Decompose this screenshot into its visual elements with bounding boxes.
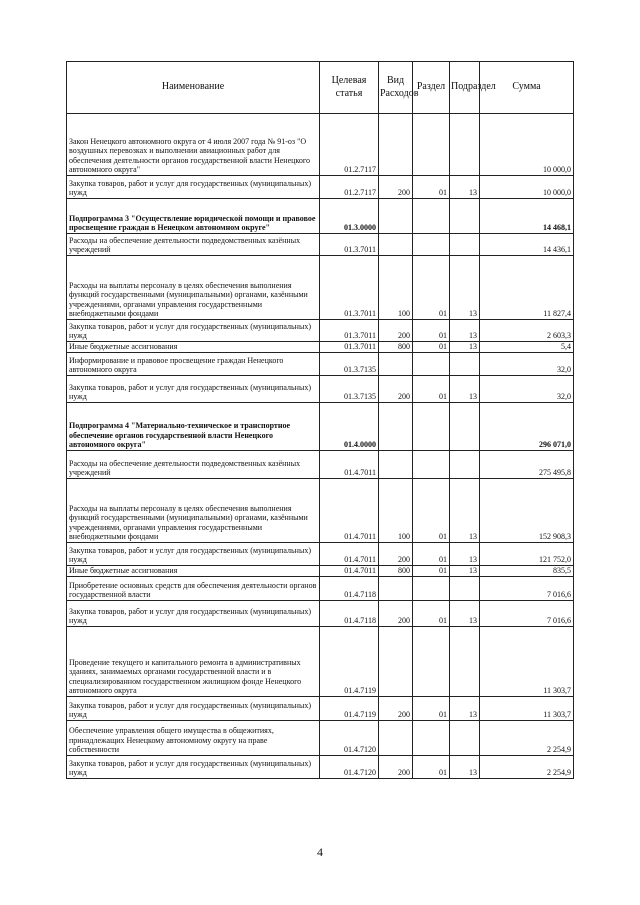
cell-subsection: 13	[450, 320, 480, 342]
cell-name: Расходы на выплаты персоналу в целях обеспечения выполнения функций государственными (муниципальными) органами, казёнными учреждениями, органами управления государственными внебюджетными фондами	[67, 256, 320, 320]
cell-sum: 7 016,6	[480, 601, 574, 627]
cell-type: 200	[379, 697, 413, 721]
table-row	[67, 756, 574, 779]
cell-section: 01	[413, 566, 450, 577]
cell-type	[379, 577, 413, 601]
cell-type: 200	[379, 376, 413, 403]
table-row	[67, 199, 574, 234]
cell-name: Информирование и правовое просвещение граждан Ненецкого автономного округа	[67, 353, 320, 376]
cell-sum: 14 468,1	[480, 199, 574, 234]
cell-subsection: 13	[450, 376, 480, 403]
cell-sum: 11 303,7	[480, 697, 574, 721]
cell-code: 01.3.7135	[320, 376, 379, 403]
table-row	[67, 479, 574, 543]
header-name: Наименование	[67, 62, 320, 114]
cell-sum: 10 000,0	[480, 176, 574, 199]
cell-code: 01.4.7118	[320, 577, 379, 601]
table-row	[67, 451, 574, 479]
cell-code: 01.3.7011	[320, 342, 379, 353]
table-row	[67, 721, 574, 756]
cell-name: Приобретение основных средств для обеспечения деятельности органов государственной власти	[67, 577, 320, 601]
cell-name: Расходы на выплаты персоналу в целях обеспечения выполнения функций государственными (муниципальными) органами, казёнными учреждениями, органами управления государственными внебюджетными фондами	[67, 479, 320, 543]
budget-table	[66, 61, 574, 779]
cell-name: Расходы на обеспечение деятельности подведомственных казённых учреждений	[67, 451, 320, 479]
cell-subsection: 13	[450, 342, 480, 353]
cell-type: 100	[379, 479, 413, 543]
cell-sum: 835,5	[480, 566, 574, 577]
cell-sum: 2 254,9	[480, 721, 574, 756]
cell-subsection: 13	[450, 601, 480, 627]
table-row	[67, 342, 574, 353]
cell-type: 100	[379, 256, 413, 320]
table-row	[67, 566, 574, 577]
cell-name: Закупка товаров, работ и услуг для государственных (муниципальных) нужд	[67, 543, 320, 566]
cell-section	[413, 234, 450, 256]
cell-code: 01.3.7011	[320, 320, 379, 342]
table-row	[67, 376, 574, 403]
cell-type	[379, 234, 413, 256]
cell-section	[413, 114, 450, 176]
cell-sum: 2 254,9	[480, 756, 574, 779]
cell-name: Закупка товаров, работ и услуг для государственных (муниципальных) нужд	[67, 756, 320, 779]
cell-code: 01.3.7011	[320, 234, 379, 256]
cell-section: 01	[413, 756, 450, 779]
cell-subsection: 13	[450, 176, 480, 199]
cell-subsection	[450, 234, 480, 256]
table-row	[67, 256, 574, 320]
cell-type	[379, 627, 413, 697]
cell-name: Расходы на обеспечение деятельности подведомственных казённых учреждений	[67, 234, 320, 256]
cell-code: 01.4.7011	[320, 566, 379, 577]
cell-section: 01	[413, 376, 450, 403]
cell-sum: 14 436,1	[480, 234, 574, 256]
cell-type	[379, 353, 413, 376]
cell-subsection	[450, 403, 480, 451]
cell-name: Иные бюджетные ассигнования	[67, 566, 320, 577]
cell-sum: 11 827,4	[480, 256, 574, 320]
cell-name: Иные бюджетные ассигнования	[67, 342, 320, 353]
cell-subsection	[450, 199, 480, 234]
cell-section: 01	[413, 320, 450, 342]
cell-code: 01.4.7119	[320, 627, 379, 697]
cell-code: 01.4.7011	[320, 479, 379, 543]
cell-sum: 5,4	[480, 342, 574, 353]
cell-type	[379, 114, 413, 176]
cell-subsection	[450, 577, 480, 601]
cell-subsection: 13	[450, 543, 480, 566]
header-type: Вид Расходов	[379, 62, 413, 114]
cell-code: 01.4.7011	[320, 543, 379, 566]
cell-name: Проведение текущего и капитального ремонта в административных зданиях, занимаемых органами государственной власти и в специализированном государственном жилищном фонде Ненецкого автономного округа	[67, 627, 320, 697]
cell-section: 01	[413, 697, 450, 721]
cell-code: 01.2.7117	[320, 114, 379, 176]
cell-name: Закупка товаров, работ и услуг для государственных (муниципальных) нужд	[67, 697, 320, 721]
table-row	[67, 577, 574, 601]
cell-subsection: 13	[450, 256, 480, 320]
cell-section	[413, 577, 450, 601]
cell-section	[413, 451, 450, 479]
cell-section	[413, 627, 450, 697]
cell-subsection: 13	[450, 479, 480, 543]
cell-type: 800	[379, 342, 413, 353]
cell-type: 200	[379, 176, 413, 199]
cell-section: 01	[413, 176, 450, 199]
cell-sum: 10 000,0	[480, 114, 574, 176]
cell-type: 200	[379, 320, 413, 342]
table-row	[67, 320, 574, 342]
cell-name: Закупка товаров, работ и услуг для государственных (муниципальных) нужд	[67, 601, 320, 627]
cell-name: Закупка товаров, работ и услуг для государственных (муниципальных) нужд	[67, 376, 320, 403]
cell-type	[379, 199, 413, 234]
cell-subsection: 13	[450, 756, 480, 779]
cell-name: Закон Ненецкого автономного округа от 4 июля 2007 года № 91-оз "О воздушных перевозках и выполнении авиационных работ для обеспечения деятельности органов государственной власти Ненецкого автономного округа"	[67, 114, 320, 176]
cell-section	[413, 721, 450, 756]
table-body	[67, 114, 574, 779]
cell-section: 01	[413, 342, 450, 353]
cell-type	[379, 403, 413, 451]
table-header-row	[67, 62, 574, 114]
header-sum: Сумма	[480, 62, 574, 114]
cell-code: 01.4.0000	[320, 403, 379, 451]
cell-section: 01	[413, 543, 450, 566]
table-row	[67, 543, 574, 566]
cell-code: 01.4.7120	[320, 756, 379, 779]
cell-subsection	[450, 451, 480, 479]
cell-section: 01	[413, 601, 450, 627]
cell-code: 01.3.7135	[320, 353, 379, 376]
cell-section	[413, 353, 450, 376]
cell-name: Подпрограмма 4 "Материально-техническое и транспортное обеспечение органов государственной власти Ненецкого автономного округа"	[67, 403, 320, 451]
cell-code: 01.3.0000	[320, 199, 379, 234]
cell-code: 01.4.7118	[320, 601, 379, 627]
table-row	[67, 601, 574, 627]
cell-sum: 7 016,6	[480, 577, 574, 601]
cell-sum: 152 908,3	[480, 479, 574, 543]
cell-type	[379, 451, 413, 479]
cell-sum: 2 603,3	[480, 320, 574, 342]
cell-subsection	[450, 114, 480, 176]
cell-code: 01.4.7119	[320, 697, 379, 721]
cell-sum: 32,0	[480, 376, 574, 403]
cell-sum: 296 071,0	[480, 403, 574, 451]
cell-code: 01.4.7120	[320, 721, 379, 756]
header-code: Целевая статья	[320, 62, 379, 114]
cell-subsection	[450, 627, 480, 697]
table-row	[67, 176, 574, 199]
cell-section: 01	[413, 256, 450, 320]
cell-code: 01.3.7011	[320, 256, 379, 320]
table-row	[67, 114, 574, 176]
table-row	[67, 697, 574, 721]
cell-type: 800	[379, 566, 413, 577]
table-row	[67, 627, 574, 697]
header-section: Раздел	[413, 62, 450, 114]
cell-type: 200	[379, 756, 413, 779]
cell-sum: 11 303,7	[480, 627, 574, 697]
cell-subsection: 13	[450, 697, 480, 721]
cell-type	[379, 721, 413, 756]
cell-section: 01	[413, 479, 450, 543]
cell-code: 01.4.7011	[320, 451, 379, 479]
cell-type: 200	[379, 543, 413, 566]
cell-subsection: 13	[450, 566, 480, 577]
cell-section	[413, 403, 450, 451]
cell-name: Подпрограмма 3 "Осуществление юридической помощи и правовое просвещение граждан в Ненецком автономном округе"	[67, 199, 320, 234]
cell-subsection	[450, 721, 480, 756]
cell-name: Закупка товаров, работ и услуг для государственных (муниципальных) нужд	[67, 176, 320, 199]
cell-subsection	[450, 353, 480, 376]
table-row	[67, 403, 574, 451]
header-subsection: Подраздел	[450, 62, 480, 114]
table-row	[67, 234, 574, 256]
cell-type: 200	[379, 601, 413, 627]
cell-sum: 32,0	[480, 353, 574, 376]
cell-sum: 275 495,8	[480, 451, 574, 479]
cell-section	[413, 199, 450, 234]
cell-name: Обеспечение управления общего имущества в общежитиях, принадлежащих Ненецкому автономному округу на праве собственности	[67, 721, 320, 756]
cell-name: Закупка товаров, работ и услуг для государственных (муниципальных) нужд	[67, 320, 320, 342]
page-number: 4	[317, 845, 323, 859]
table-row	[67, 353, 574, 376]
cell-sum: 121 752,0	[480, 543, 574, 566]
cell-code: 01.2.7117	[320, 176, 379, 199]
